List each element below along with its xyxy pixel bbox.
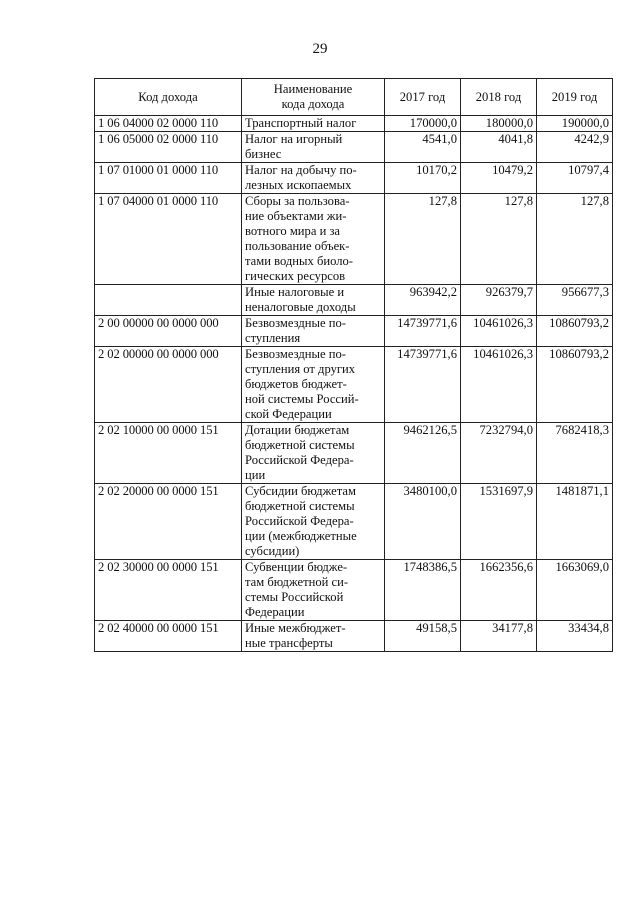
value-2019-cell: 10860793,2 [537,316,613,347]
code-cell: 2 02 30000 00 0000 151 [95,560,242,621]
value-2019-cell: 10860793,2 [537,347,613,423]
value-2017-cell: 49158,5 [385,621,461,652]
value-2018-cell: 4041,8 [461,132,537,163]
code-cell: 2 02 10000 00 0000 151 [95,423,242,484]
value-2017-cell: 4541,0 [385,132,461,163]
name-cell: Транспортный налог [242,116,385,132]
value-2019-cell: 1481871,1 [537,484,613,560]
value-2019-cell: 10797,4 [537,163,613,194]
value-2017-cell: 127,8 [385,194,461,285]
value-2019-cell: 190000,0 [537,116,613,132]
code-cell: 1 06 04000 02 0000 110 [95,116,242,132]
name-cell: Налог на добычу по- лезных ископаемых [242,163,385,194]
table-row [95,347,613,423]
value-2017-cell: 170000,0 [385,116,461,132]
code-cell: 2 02 20000 00 0000 151 [95,484,242,560]
name-cell: Иные налоговые и неналоговые доходы [242,285,385,316]
header-2019: 2019 год [537,79,613,116]
code-cell: 2 02 00000 00 0000 000 [95,347,242,423]
value-2019-cell: 956677,3 [537,285,613,316]
name-cell: Безвозмездные по- ступления от других бюджетов бюджет- ной системы Россий- ской Федерации [242,347,385,423]
code-cell: 2 00 00000 00 0000 000 [95,316,242,347]
header-code: Код дохода [95,79,242,116]
code-cell: 2 02 40000 00 0000 151 [95,621,242,652]
name-cell: Дотации бюджетам бюджетной системы Российской Федера- ции [242,423,385,484]
value-2018-cell: 1531697,9 [461,484,537,560]
value-2018-cell: 926379,7 [461,285,537,316]
value-2017-cell: 14739771,6 [385,316,461,347]
value-2018-cell: 10479,2 [461,163,537,194]
table-row [95,484,613,560]
header-2018: 2018 год [461,79,537,116]
page-number: 29 [312,41,328,57]
name-cell: Субвенции бюдже- там бюджетной си- стемы Российской Федерации [242,560,385,621]
name-cell: Налог на игорный бизнес [242,132,385,163]
value-2017-cell: 10170,2 [385,163,461,194]
code-cell: 1 06 05000 02 0000 110 [95,132,242,163]
value-2018-cell: 127,8 [461,194,537,285]
value-2018-cell: 7232794,0 [461,423,537,484]
table-row [95,285,613,316]
header-name: Наименование кода дохода [242,79,385,116]
table-row [95,163,613,194]
name-cell: Иные межбюджет- ные трансферты [242,621,385,652]
value-2017-cell: 14739771,6 [385,347,461,423]
name-cell: Сборы за пользова- ние объектами жи- вотного мира и за пользование объек- тами водных биоло- гических ресурсов [242,194,385,285]
header-2017: 2017 год [385,79,461,116]
table-header-row [95,79,613,116]
table-row [95,621,613,652]
value-2018-cell: 34177,8 [461,621,537,652]
table-row [95,116,613,132]
code-cell: 1 07 01000 01 0000 110 [95,163,242,194]
value-2017-cell: 9462126,5 [385,423,461,484]
value-2018-cell: 10461026,3 [461,316,537,347]
value-2017-cell: 1748386,5 [385,560,461,621]
value-2019-cell: 7682418,3 [537,423,613,484]
value-2019-cell: 127,8 [537,194,613,285]
revenue-table [94,78,613,652]
value-2018-cell: 180000,0 [461,116,537,132]
value-2018-cell: 10461026,3 [461,347,537,423]
value-2018-cell: 1662356,6 [461,560,537,621]
table-row [95,194,613,285]
value-2017-cell: 963942,2 [385,285,461,316]
code-cell [95,285,242,316]
name-cell: Субсидии бюджетам бюджетной системы Российской Федера- ции (межбюджетные субсидии) [242,484,385,560]
name-cell: Безвозмездные по- ступления [242,316,385,347]
value-2019-cell: 1663069,0 [537,560,613,621]
code-cell: 1 07 04000 01 0000 110 [95,194,242,285]
value-2019-cell: 33434,8 [537,621,613,652]
table-row [95,316,613,347]
table-row [95,132,613,163]
table-row [95,560,613,621]
value-2019-cell: 4242,9 [537,132,613,163]
table-row [95,423,613,484]
value-2017-cell: 3480100,0 [385,484,461,560]
